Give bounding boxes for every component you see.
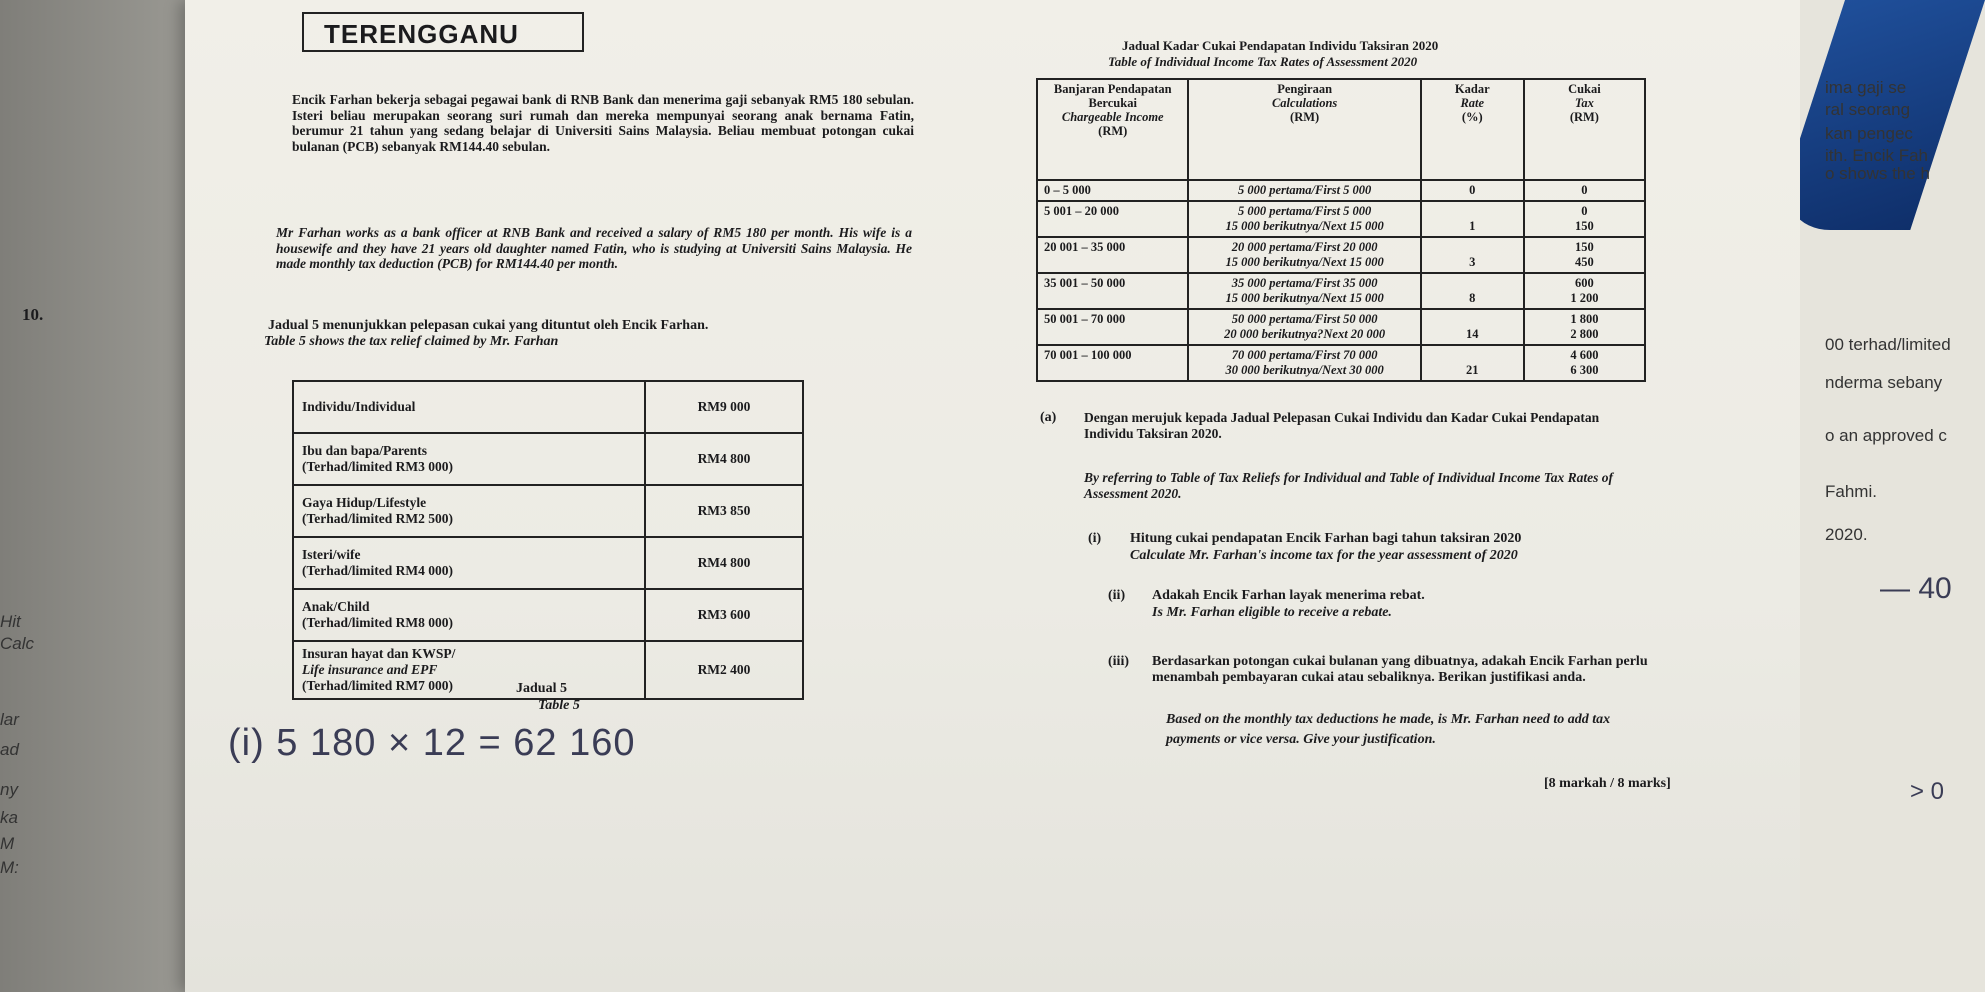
- relief-table: [292, 380, 804, 700]
- header-calc: [1188, 79, 1420, 180]
- relief-item: [293, 537, 645, 589]
- part-a-i-label: (i): [1088, 531, 1102, 546]
- tax-first: 600: [1575, 276, 1594, 290]
- rates-row: [1037, 237, 1645, 273]
- header-calc-unit: (RM): [1290, 110, 1320, 124]
- relief-item: [293, 433, 645, 485]
- header-band: [1037, 79, 1188, 180]
- rates-table-title-english: Table of Individual Income Tax Rates of Assessment 2020: [1108, 54, 1418, 69]
- band-cell: 0 – 5 000: [1037, 180, 1188, 201]
- part-a-ii-label: (ii): [1108, 588, 1126, 603]
- relief-item: [293, 641, 645, 699]
- calc-cell: [1188, 309, 1420, 345]
- band-cell: 5 001 – 20 000: [1037, 201, 1188, 237]
- calc-first: 70 000 pertama/First 70 000: [1231, 348, 1378, 362]
- relief-item-limit: (Terhad/limited RM2 500): [302, 511, 453, 526]
- header-tax-english: Tax: [1574, 96, 1594, 110]
- calc-cell: [1188, 201, 1420, 237]
- tax-first: 0: [1581, 204, 1588, 218]
- rates-row: [1037, 345, 1645, 381]
- header-rate-english: Rate: [1460, 96, 1485, 110]
- band-cell: 20 001 – 35 000: [1037, 237, 1188, 273]
- rate-cell: 21: [1421, 345, 1524, 381]
- relief-row: [293, 589, 803, 641]
- rates-row: [1037, 180, 1645, 201]
- relief-item-label: Gaya Hidup/Lifestyle: [302, 495, 427, 510]
- calc-cell: [1188, 180, 1420, 201]
- part-a-iii-malay: Berdasarkan potongan cukai bulanan yang dibuatnya, adakah Encik Farhan perlu menambah pembayaran cukai atau sebaliknya. Berikan justifikasi anda.: [1152, 654, 1648, 685]
- part-a-i-english: Calculate Mr. Farhan's income tax for the year assessment of 2020: [1130, 548, 1518, 563]
- intro-english: Mr Farhan works as a bank officer at RNB Bank and received a salary of RM5 180 per month. His wife is a housewife and they have 21 years old daughter named Fatin, who is studying at Universiti Sains Malaysia. He made monthly tax deduction (PCB) for RM144.40 per month.: [276, 225, 912, 271]
- edge-fragment: M: [0, 834, 15, 853]
- relief-item-limit: (Terhad/limited RM3 000): [302, 459, 453, 474]
- band-cell: 35 001 – 50 000: [1037, 273, 1188, 309]
- relief-item: [293, 381, 645, 433]
- calc-cell: [1188, 237, 1420, 273]
- edge-fragment: M:: [0, 858, 19, 877]
- header-band-english: Chargeable Income: [1061, 110, 1164, 124]
- part-a-i-malay: Hitung cukai pendapatan Encik Farhan bagi tahun taksiran 2020: [1130, 531, 1522, 546]
- calc-next: 15 000 berikutnya/Next 15 000: [1225, 255, 1384, 269]
- tax-cell: [1524, 237, 1645, 273]
- edge-fragment: nderma sebany: [1825, 373, 1943, 392]
- header-rate-unit: (%): [1461, 110, 1483, 124]
- rate-cell: 14: [1421, 309, 1524, 345]
- calc-next: 15 000 berikutnya/Next 15 000: [1225, 219, 1384, 233]
- part-a-iii-label: (iii): [1108, 654, 1129, 669]
- relief-item-label-english: Life insurance and EPF: [302, 662, 438, 677]
- edge-fragment: ral seorang: [1825, 100, 1911, 119]
- calc-first: 5 000 pertama/First 5 000: [1237, 183, 1372, 197]
- edge-fragment: Fahmi.: [1825, 482, 1877, 501]
- tax-next: 150: [1575, 219, 1594, 233]
- relief-item: [293, 485, 645, 537]
- edge-fragment: o shows the h: [1825, 164, 1930, 183]
- header-tax-malay: Cukai: [1568, 82, 1601, 96]
- rates-row: [1037, 273, 1645, 309]
- handwritten-margin-note: — 40: [1880, 572, 1952, 605]
- relief-item-label: Ibu dan bapa/Parents: [302, 443, 428, 458]
- edge-fragment: o an approved c: [1825, 426, 1947, 445]
- rates-row: [1037, 309, 1645, 345]
- tax-next: 6 300: [1570, 363, 1599, 377]
- header-calc-english: Calculations: [1271, 96, 1338, 110]
- table5-caption-malay: Jadual 5: [516, 681, 567, 696]
- edge-fragment: 00 terhad/limited: [1825, 335, 1951, 354]
- part-a-ii-english: Is Mr. Farhan eligible to receive a rebate.: [1152, 605, 1392, 620]
- edge-fragment: Hit: [0, 612, 21, 631]
- calc-first: 20 000 pertama/First 20 000: [1231, 240, 1378, 254]
- next-page-edge: [1800, 0, 1985, 992]
- rate-cell: 3: [1421, 237, 1524, 273]
- rate-cell: 0: [1421, 180, 1524, 201]
- rates-header-row: [1037, 79, 1645, 180]
- relief-item-label: Isteri/wife: [302, 547, 361, 562]
- tax-next: 450: [1575, 255, 1594, 269]
- tax-cell: [1524, 345, 1645, 381]
- tax-cell: [1524, 273, 1645, 309]
- relief-amount: RM3 600: [645, 589, 803, 641]
- table5-intro-malay: Jadual 5 menunjukkan pelepasan cukai yang dituntut oleh Encik Farhan.: [268, 318, 709, 333]
- tax-first: 1 800: [1570, 312, 1599, 326]
- desk-background-left: [0, 0, 190, 992]
- edge-fragment: ith. Encik Fah: [1825, 146, 1928, 165]
- edge-fragment: Calc: [0, 634, 35, 653]
- header-tax: [1524, 79, 1645, 180]
- relief-item-limit: (Terhad/limited RM8 000): [302, 615, 453, 630]
- tax-next: 1 200: [1570, 291, 1599, 305]
- rate-cell: 1: [1421, 201, 1524, 237]
- part-a-ii-malay: Adakah Encik Farhan layak menerima rebat.: [1152, 588, 1425, 603]
- relief-row: [293, 485, 803, 537]
- relief-row: [293, 381, 803, 433]
- tax-cell: [1524, 309, 1645, 345]
- band-cell: 70 001 – 100 000: [1037, 345, 1188, 381]
- header-rate: [1421, 79, 1524, 180]
- calc-first: 5 000 pertama/First 5 000: [1237, 204, 1372, 218]
- band-cell: 50 001 – 70 000: [1037, 309, 1188, 345]
- relief-amount: RM2 400: [645, 641, 803, 699]
- tax-cell: [1524, 201, 1645, 237]
- relief-item-limit: (Terhad/limited RM7 000): [302, 678, 453, 693]
- edge-fragment: ny: [0, 780, 18, 799]
- calc-next: 20 000 berikutnya?Next 20 000: [1224, 327, 1386, 341]
- tax-next: 2 800: [1570, 327, 1599, 341]
- tax-first: 150: [1575, 240, 1594, 254]
- rates-table-title-malay: Jadual Kadar Cukai Pendapatan Individu Taksiran 2020: [1122, 38, 1439, 53]
- edge-fragment: ad: [0, 740, 19, 759]
- rates-row: [1037, 201, 1645, 237]
- table5-intro-english: Table 5 shows the tax relief claimed by Mr. Farhan: [264, 334, 559, 349]
- relief-item-limit: (Terhad/limited RM4 000): [302, 563, 453, 578]
- header-band-malay: Banjaran Pendapatan Bercukai: [1053, 82, 1172, 110]
- rate-cell: 8: [1421, 273, 1524, 309]
- edge-fragment: ima gaji se: [1825, 78, 1907, 97]
- table5-caption-english: Table 5: [538, 698, 580, 713]
- header-tax-unit: (RM): [1569, 110, 1599, 124]
- part-a-iii-english: Based on the monthly tax deductions he made, is Mr. Farhan need to add tax payments or vice versa. Give your justification.: [1166, 712, 1611, 747]
- calc-cell: [1188, 273, 1420, 309]
- relief-amount: RM4 800: [645, 433, 803, 485]
- calc-first: 35 000 pertama/First 35 000: [1231, 276, 1378, 290]
- relief-row: [293, 537, 803, 589]
- edge-fragment: kan pengec: [1825, 124, 1913, 143]
- question-number: 10.: [22, 305, 44, 324]
- relief-amount: RM9 000: [645, 381, 803, 433]
- relief-item: [293, 589, 645, 641]
- edge-fragment: lar: [0, 710, 19, 729]
- handwritten-calculation: (i) 5 180 × 12 = 62 160: [228, 722, 636, 764]
- calc-cell: [1188, 345, 1420, 381]
- edge-fragment: ka: [0, 808, 18, 827]
- state-label: TERENGGANU: [302, 12, 584, 52]
- marks-label: [8 markah / 8 marks]: [1544, 776, 1671, 791]
- part-a-label: (a): [1040, 410, 1057, 425]
- intro-malay: Encik Farhan bekerja sebagai pegawai bank di RNB Bank dan menerima gaji sebanyak RM5 180 sebulan. Isteri beliau merupakan seorang suri rumah dan mereka mempunyai seorang anak bernama Fatin, berumur 21 tahun yang sedang belajar di Universiti Sains Malaysia. Beliau membuat potongan cukai bulanan (PCB) sebanyak RM144.40 sebulan.: [292, 92, 914, 154]
- relief-row: [293, 433, 803, 485]
- calc-first: 50 000 pertama/First 50 000: [1231, 312, 1378, 326]
- relief-item-label: Anak/Child: [302, 599, 370, 614]
- header-calc-malay: Pengiraan: [1277, 82, 1333, 96]
- header-band-unit: (RM): [1098, 124, 1128, 138]
- part-a-malay: Dengan merujuk kepada Jadual Pelepasan Cukai Individu dan Kadar Cukai Pendapatan Individu Taksiran 2020.: [1084, 410, 1600, 441]
- part-a-english: By referring to Table of Tax Reliefs for Individual and Table of Individual Income Tax Rates of Assessment 2020.: [1084, 470, 1614, 501]
- relief-item-label: Individu/Individual: [302, 399, 416, 414]
- tax-cell: [1524, 180, 1645, 201]
- handwritten-margin-note-2: > 0: [1910, 778, 1945, 805]
- tax-rates-table: [1036, 78, 1646, 382]
- relief-item-label: Insuran hayat dan KWSP/: [302, 646, 456, 661]
- tax-first: 4 600: [1570, 348, 1599, 362]
- calc-next: 15 000 berikutnya/Next 15 000: [1225, 291, 1384, 305]
- calc-next: 30 000 berikutnya/Next 30 000: [1225, 363, 1384, 377]
- header-rate-malay: Kadar: [1454, 82, 1490, 96]
- relief-amount: RM3 850: [645, 485, 803, 537]
- relief-amount: RM4 800: [645, 537, 803, 589]
- edge-fragment: 2020.: [1825, 525, 1868, 544]
- tax-first: 0: [1581, 183, 1588, 197]
